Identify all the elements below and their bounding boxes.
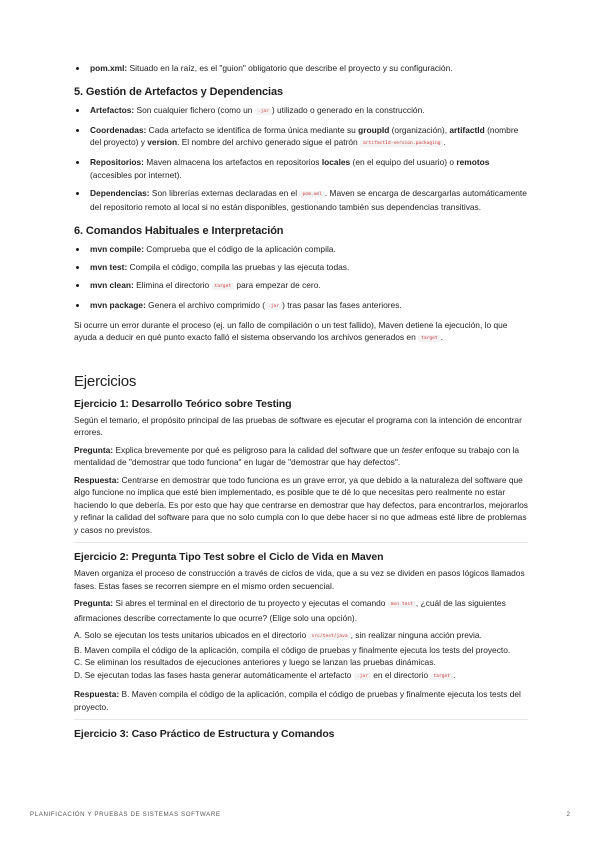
bold-text: version (147, 137, 178, 147)
option-text: D. Se ejecutan todas las fases hasta generar automáticamente el artefacto (74, 669, 354, 680)
term: pom.xml: (90, 63, 128, 73)
page-number: 2 (566, 811, 570, 818)
item-text: . Maven se encarga de descargarlas automáticamente del repositorio remoto al local si no están disponibles, gestionando también sus dependencias transitivas. (90, 187, 527, 212)
term: mvn compile: (90, 243, 144, 254)
exercise-2-question (74, 597, 528, 624)
paragraph-text: enfoque su trabajo con la mentalidad de "demostrar que todo funciona" en lugar de "demostrar que hay defectos". (74, 444, 520, 467)
item-text: Maven almacena los artefactos en repositorios (143, 157, 322, 167)
document-page (74, 62, 528, 744)
item-text: ) tras pasar las fases anteriores. (282, 299, 402, 310)
answer-label: Respuesta: (74, 689, 120, 699)
item-text: (nombre del proyecto) y (90, 124, 519, 147)
item-text: Elimina el directorio (133, 279, 212, 290)
item-text: para empezar de cero. (234, 279, 321, 290)
list-item (88, 62, 528, 75)
inline-code: target (212, 283, 235, 290)
pom-list (74, 62, 528, 75)
exercise-2-heading: Ejercicio 2: Pregunta Tipo Test sobre el Ciclo de Vida en Maven (74, 551, 384, 563)
exercise-1-intro: Según el temario, el propósito principal de las pruebas de software es ejecutar el programa con la intención de encontrar errores. (74, 414, 522, 437)
commands-list (74, 243, 528, 314)
exercise-1-answer (74, 474, 528, 537)
option-text: en el directorio (370, 669, 431, 680)
exercise-2-intro: Maven organiza el proceso de construcción a través de ciclos de vida, que a su vez se dividen en pasos lógicos llamados fases. Estas fases se recorren siempre en el mismo orden secuencial. (74, 568, 525, 591)
option-b: B. Maven compila el código de la aplicación, compila el código de pruebas y finalmente ejecuta los tests del proyecto. (74, 644, 511, 655)
option-text: A. Solo se ejecutan los tests unitarios ubicados en el directorio (74, 630, 309, 640)
item-text: . (443, 137, 446, 147)
bold-text: groupId (358, 124, 390, 135)
option-c: C. Se eliminan los resultados de ejecuciones anteriores y luego se lanzan las pruebas dinámicas. (74, 657, 436, 667)
inline-code: pom.xml (299, 191, 324, 198)
paragraph-text: Si abres el terminal en el directorio de tu proyecto y ejecutas el comando (113, 598, 388, 608)
item-text: Genera el archivo comprimido ( (145, 299, 266, 310)
term: mvn test: (90, 261, 128, 272)
option-text: . (453, 669, 456, 680)
paragraph-text: Si ocurre un error durante el proceso (ej. un fallo de compilación o un test fallido), Maven detiene la ejecución, lo que ayuda a deducir en qué punto exacto falló el sistema observando los archivos generados en (74, 319, 508, 342)
item-text: Situado en la raíz, es el "guion" obligatorio que describe el proyecto y su configuración. (127, 63, 453, 73)
bold-text: remotos (456, 157, 490, 167)
item-text: Compila el código, compila las pruebas y las ejecuta todas. (127, 261, 350, 272)
exercise-1-heading: Ejercicio 1: Desarrollo Teórico sobre Testing (74, 397, 292, 410)
item-text: Son cualquier fichero (como un (134, 104, 255, 115)
list-item (88, 261, 528, 274)
list-item (88, 279, 528, 294)
option-text: , sin realizar ninguna acción previa. (350, 630, 482, 640)
list-item (88, 104, 528, 119)
inline-code: .jar (354, 673, 371, 680)
item-text: . El nombre del archivo generado sigue el patrón (177, 137, 361, 147)
inline-code: mvn test (388, 601, 416, 608)
list-item (88, 187, 528, 214)
list-item (88, 156, 528, 181)
item-text: Son librerías externas declaradas en el (149, 187, 300, 198)
section-5-heading: 5. Gestión de Artefactos y Dependencias (74, 85, 284, 98)
inline-code: target (430, 673, 453, 680)
option-a (74, 629, 528, 644)
artifacts-list (74, 104, 528, 214)
item-text: (accesibles por internet). (90, 169, 182, 180)
inline-code: artifactId-version.packaging (360, 140, 443, 147)
list-item (88, 124, 528, 151)
term: Coordenadas: (90, 124, 147, 135)
list-item (88, 243, 528, 256)
emphasis: tester (401, 444, 423, 455)
item-text: (organización), (389, 124, 450, 135)
divider (74, 542, 528, 543)
paragraph-text: , ¿cuál de las siguientes afirmaciones describe correctamente lo que ocurre? (Elige solo una opción). (74, 598, 506, 623)
term: Repositorios: (90, 157, 144, 167)
paragraph-text: B. Maven compila el código de la aplicación, compila el código de pruebas y finalmente ejecuta los tests del proyecto. (74, 689, 521, 712)
footer-title: PLANIFICACIÓN Y PRUEBAS DE SISTEMAS SOFTWARE (30, 811, 221, 818)
bold-text: locales (321, 157, 351, 167)
inline-code: .jar (265, 303, 282, 310)
exercise-3-heading: Ejercicio 3: Caso Práctico de Estructura y Comandos (74, 728, 335, 740)
item-text: (en el equipo del usuario) o (350, 157, 457, 167)
inline-code: .jar (255, 108, 272, 115)
item-text: Cada artefacto se identifica de forma única mediante su (146, 124, 359, 135)
question-label: Pregunta: (74, 598, 114, 608)
term: mvn clean: (90, 279, 134, 290)
term: Dependencias: (90, 187, 150, 198)
exercise-2-answer (74, 688, 528, 713)
bold-text: artifactId (449, 124, 485, 135)
exercise-1-question (74, 444, 528, 469)
term: mvn package: (90, 299, 146, 310)
section-6-heading: 6. Comandos Habituales e Interpretación (74, 224, 284, 237)
item-text: ) utilizado o generado en la construcción. (271, 104, 425, 115)
option-d (74, 669, 528, 684)
paragraph (74, 319, 528, 346)
question-label: Pregunta: (74, 444, 114, 455)
paragraph-text: . (440, 332, 443, 342)
term: Artefactos: (90, 104, 135, 115)
answer-label: Respuesta: (74, 474, 120, 485)
list-item (88, 299, 528, 314)
inline-code: src/test/java (309, 633, 351, 640)
paragraph-text: Explica brevemente por qué es peligroso para la calidad del software que un (113, 444, 402, 455)
ejercicios-heading: Ejercicios (74, 372, 137, 390)
paragraph-text: Centrarse en demostrar que todo funciona es un grave error, ya que debido a la naturaleza del software que algo funcione no implica que esté bien implementado, es posible que te dé lo que necesitas pero realmente no estar haciendo lo que debería. Es por esto que hay que centrarse en demostrar que hay defectos, para encontrarlos, mejorarlos y refinar la calidad del software para que no solo cumpla con lo que debe hacer si no que admeas esté libre de problemas y casos no previstos. (74, 474, 528, 535)
divider (74, 719, 528, 720)
inline-code: target (418, 335, 441, 342)
item-text: Comprueba que el código de la aplicación compila. (143, 243, 336, 254)
